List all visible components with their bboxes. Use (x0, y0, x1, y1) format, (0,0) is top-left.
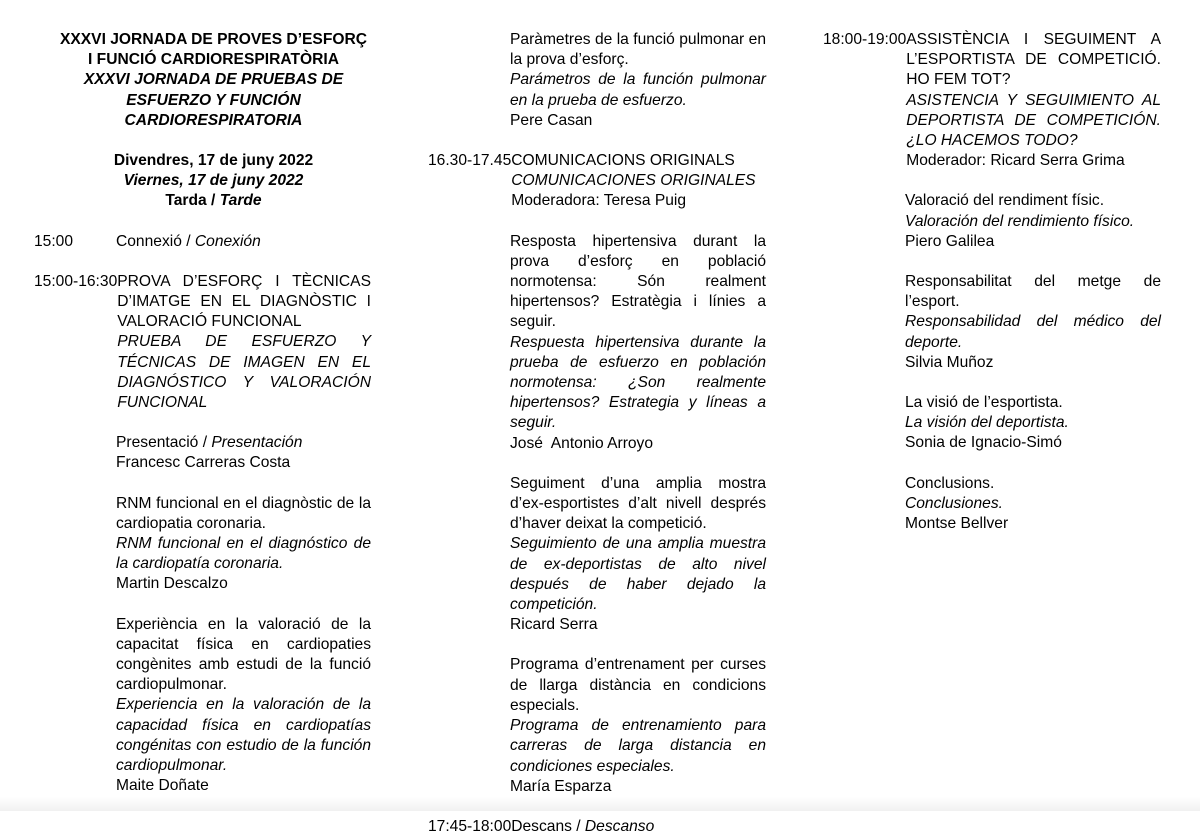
talk-title-spanish: Experiencia en la valoración de la capacidad física en cardiopatías congénitas con estudio de la función cardiopulmonar. (116, 696, 371, 775)
talk-title-spanish: Programa de entrenamiento para carreras de larga distancia en condiciones especiales. (510, 717, 766, 775)
schedule-item-communications (428, 151, 766, 212)
talk-title-catalan: La visió de l’esportista. (905, 394, 1063, 412)
schedule-item-connection (34, 232, 371, 252)
session-title-catalan: PROVA D’ESFORÇ I TÈCNICAS D’IMATGE EN EL DIAGNÒSTIC I VALORACIÓ FUNCIONAL (117, 272, 371, 331)
session-title-spanish: COMUNICACIONES ORIGINALES (511, 172, 756, 190)
talk-title-catalan: Conclusions. (905, 474, 995, 492)
talk-visio-esportista (905, 393, 1161, 454)
speaker-name: Francesc Carreras Costa (116, 454, 291, 472)
session-separator: / (206, 192, 220, 210)
talk-title-spanish: Responsabilidad del médico del deporte. (905, 313, 1161, 351)
talk-title-spanish: Seguimiento de una amplia muestra de ex-deportistas de alto nivel después de haber dejado la competición. (510, 535, 766, 614)
talk-title-spanish: Respuesta hipertensiva durante la prueba de esfuerzo en población normotensa: ¿Son realmente hipertensos? Estrategia y líneas a seguir. (510, 333, 766, 432)
talk-valoracio-rendiment (905, 191, 1161, 252)
title-separator: / (198, 434, 212, 452)
session-catalan: Tarda (165, 192, 207, 210)
talk-title-spanish: Presentación (211, 434, 303, 452)
column-2 (428, 30, 766, 837)
talk-title-catalan: Seguiment d’una amplia mostra d’ex-esportistes d’alt nivell després d’haver deixat la competició. (510, 474, 766, 533)
session-label (56, 191, 371, 211)
talk-conclusions (905, 474, 1161, 535)
time-slot: 16.30-17.45 (428, 152, 512, 170)
talk-title-spanish: Parámetros de la función pulmonar en la prueba de esfuerzo. (510, 71, 766, 109)
session-title-catalan: ASSISTÈNCIA I SEGUIMENT A L’ESPORTISTA DE COMPETICIÓ. HO FEM TOT? (906, 31, 1161, 89)
talk-title-catalan: Resposta hipertensiva durant la prova d’esforç en població normotensa: Són realment hipertensos? Estratègia i línies a seguir. (510, 232, 766, 331)
program-header (34, 30, 371, 212)
speaker-name: Pere Casan (510, 111, 593, 129)
talk-presentation (116, 433, 371, 473)
talk-title-spanish: RNM funcional en el diagnóstico de la cardiopatía coronaria. (116, 535, 371, 573)
column-3 (823, 30, 1161, 534)
talk-programa-entrenament (510, 655, 766, 796)
talk-title-catalan: Programa d’entrenament per curses de llarga distància en condicions especials. (510, 656, 766, 714)
schedule-item-stress-test-session (34, 272, 371, 413)
talk-title-spanish: La visión del deportista. (905, 414, 1069, 432)
talk-title-catalan: Presentació (116, 434, 199, 452)
speaker-name: Montse Bellver (905, 515, 1009, 533)
label-catalan: Connexió (116, 232, 182, 250)
time-slot: 15:00-16:30 (34, 272, 118, 290)
speaker-name: Piero Galilea (905, 232, 995, 250)
time-slot: 15:00 (34, 232, 74, 250)
speaker-name: María Esparza (510, 777, 612, 795)
label-spanish: Conexión (194, 232, 261, 250)
title-catalan: XXXVI JORNADA DE PROVES D’ESFORÇ I FUNCIÓ CARDIORESPIRATÒRIA (59, 31, 368, 69)
label-catalan: Descans (511, 817, 572, 835)
talk-title-catalan: Paràmetres de la funció pulmonar en la prova d’esforç. (510, 31, 766, 69)
session-title-spanish: ASISTENCIA Y SEGUIMIENTO AL DEPORTISTA DE COMPETICIÓN. ¿LO HACEMOS TODO? (906, 91, 1161, 150)
talk-resposta-hipertensiva (510, 232, 766, 454)
session-title-catalan: COMUNICACIONS ORIGINALS (511, 152, 735, 170)
date-spanish: Viernes, 17 de juny 2022 (123, 172, 304, 190)
time-slot: 18:00-19:00 (823, 31, 907, 48)
talk-seguiment (510, 474, 766, 636)
speaker-name: Silvia Muñoz (905, 353, 994, 371)
talk-title-catalan: Experiència en la valoració de la capacitat física en cardiopaties congènites amb estudi de la funció cardiopulmonar. (116, 615, 371, 694)
talk-title-catalan: Valoració del rendiment físic. (905, 192, 1105, 210)
label-separator: / (181, 232, 195, 250)
speaker-name: Sonia de Ignacio-Simó (905, 434, 1062, 452)
talk-title-catalan: Responsabilitat del metge de l’esport. (905, 273, 1161, 311)
speaker-name: José Antonio Arroyo (510, 434, 654, 452)
talk-title-spanish: Conclusiones. (905, 494, 1003, 512)
speaker-name: Ricard Serra (510, 616, 598, 634)
schedule-item-assistencia (823, 30, 1161, 171)
time-slot: 17:45-18:00 (428, 817, 512, 835)
label-spanish: Descanso (584, 817, 655, 835)
talk-title-spanish: Valoración del rendimiento físico. (905, 212, 1135, 230)
session-spanish: Tarde (219, 192, 262, 210)
talk-responsabilitat (905, 272, 1161, 373)
speaker-name: Maite Doñate (116, 777, 209, 795)
talk-rnm-funcional (116, 494, 371, 595)
moderator-name: Moderador: Ricard Serra Grima (906, 152, 1125, 170)
connection-label (116, 232, 371, 252)
talk-experiencia (116, 615, 371, 797)
label-separator: / (571, 817, 585, 835)
break-label (511, 817, 766, 837)
date-catalan: Divendres, 17 de juny 2022 (113, 152, 314, 170)
schedule-item-break (428, 817, 766, 837)
talk-title-catalan: RNM funcional en el diagnòstic de la cardiopatia coronaria. (116, 494, 371, 532)
moderator-name: Moderadora: Teresa Puig (511, 192, 687, 210)
session-title-spanish: PRUEBA DE ESFUERZO Y TÉCNICAS DE IMAGEN EN EL DIAGNÓSTICO Y VALORACIÓN FUNCIONAL (117, 333, 371, 412)
page-bottom-edge (0, 797, 1200, 811)
column-1 (34, 30, 371, 797)
speaker-name: Martin Descalzo (116, 575, 228, 593)
talk-title (116, 433, 371, 453)
title-spanish: XXXVI JORNADA DE PRUEBAS DE ESFUERZO Y FUNCIÓN CARDIORESPIRATORIA (83, 71, 344, 129)
talk-parametres (510, 30, 766, 131)
